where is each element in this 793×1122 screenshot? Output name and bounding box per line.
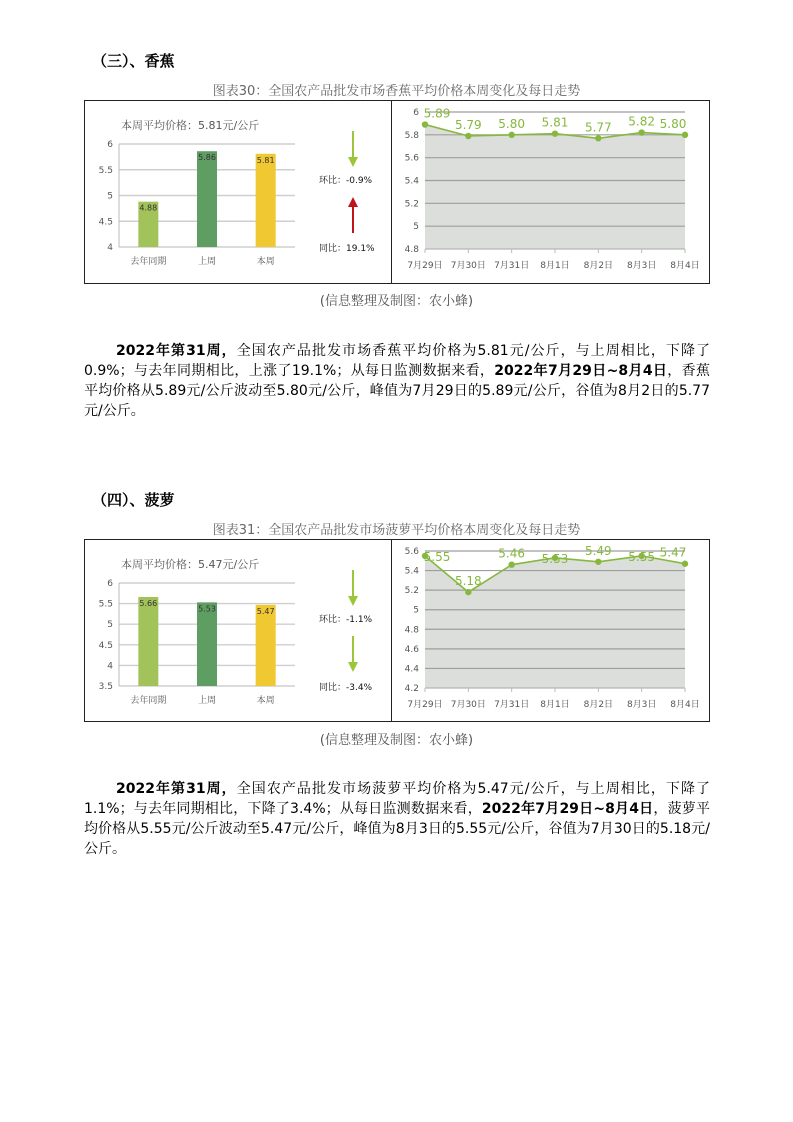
data-point (682, 561, 688, 567)
data-point (465, 133, 471, 139)
chart-panel (84, 539, 710, 722)
y-tick-label: 5 (107, 620, 113, 631)
x-tick-label: 8月1日 (540, 700, 570, 710)
y-tick-label: 4.2 (404, 684, 419, 694)
x-tick-label: 本周 (256, 696, 275, 706)
data-point (595, 559, 601, 565)
y-tick-label: 5.4 (404, 176, 419, 187)
x-tick-label: 7月30日 (450, 261, 486, 271)
data-point (508, 562, 514, 568)
y-tick-label: 5.5 (98, 165, 113, 176)
daily-area-chart (391, 101, 709, 283)
x-tick-label: 8月2日 (583, 700, 614, 710)
x-tick-label: 8月2日 (583, 261, 614, 271)
y-tick-label: 5.4 (404, 566, 419, 577)
y-tick-label: 5.2 (404, 586, 419, 597)
x-tick-label: 7月31日 (494, 261, 530, 271)
paragraph-text: 全国农产品批发市场菠萝平均价格为5.47元/公斤，与上周相比，下降了1.1%；与去年同期相比，下降了3.4%；从每日监测数据来看， (84, 781, 711, 817)
point-value-label: 5.82 (628, 114, 656, 129)
bar (256, 154, 276, 247)
daily-area-chart (391, 540, 709, 721)
y-tick-label: 5.8 (404, 130, 419, 141)
y-tick-label: 4.6 (404, 644, 419, 655)
y-tick-label: 5.6 (404, 547, 419, 557)
chart-caption: 图表30：全国农产品批发市场香蕉平均价格本周变化及每日走势 (212, 84, 581, 99)
x-tick-label: 去年同期 (130, 696, 167, 706)
section-heading: （三）、香蕉 (92, 52, 175, 70)
point-value-label: 5.55 (423, 549, 451, 564)
y-tick-label: 4.4 (404, 664, 419, 675)
x-tick-label: 8月4日 (670, 261, 700, 271)
y-tick-label: 4.8 (404, 625, 419, 636)
area-fill (425, 125, 685, 249)
y-tick-label: 4.8 (404, 245, 419, 255)
x-tick-label: 本周 (256, 257, 275, 267)
data-point (465, 589, 471, 595)
point-value-label: 5.55 (628, 549, 656, 564)
data-point (552, 130, 558, 136)
yoy-change-label: 同比：19.1% (319, 244, 375, 254)
bar-value-label: 4.88 (139, 203, 158, 213)
weekly-bar-chart (85, 101, 391, 283)
x-tick-label: 8月1日 (540, 261, 570, 271)
data-point (682, 132, 688, 138)
y-tick-label: 5.2 (404, 199, 419, 210)
y-tick-label: 6 (107, 579, 113, 589)
date-range: 2022年7月29日~8月4日 (494, 363, 668, 379)
down-arrow-icon (348, 596, 358, 606)
y-tick-label: 6 (107, 140, 113, 150)
source-note: (信息整理及制图：农小蜂) (319, 294, 474, 309)
x-tick-label: 7月29日 (407, 700, 443, 710)
x-tick-label: 上周 (197, 257, 217, 267)
data-point (638, 129, 644, 135)
x-tick-label: 8月4日 (670, 700, 700, 710)
bar-value-label: 5.66 (139, 599, 158, 609)
point-value-label: 5.47 (659, 545, 687, 560)
x-tick-label: 8月3日 (626, 700, 657, 710)
point-value-label: 5.81 (541, 115, 569, 130)
y-tick-label: 3.5 (98, 682, 113, 692)
y-tick-label: 6 (413, 108, 419, 118)
y-tick-label: 5.6 (404, 153, 419, 164)
analysis-paragraph (84, 779, 710, 859)
section-heading: （四）、菠萝 (92, 491, 175, 509)
point-value-label: 5.79 (454, 117, 482, 132)
weekly-bar-chart (85, 540, 391, 721)
down-arrow-icon (348, 157, 358, 167)
y-tick-label: 5 (413, 222, 419, 233)
data-point (595, 135, 601, 141)
point-value-label: 5.80 (498, 116, 526, 131)
week-lead: 2022年第31周， (116, 781, 237, 797)
wow-change-label: 环比：-1.1% (319, 615, 373, 625)
analysis-paragraph (84, 341, 710, 421)
weekly-chart-title: 本周平均价格：5.81元/公斤 (121, 119, 260, 132)
down-arrow-icon (348, 662, 358, 672)
yoy-change-label: 同比：-3.4% (319, 683, 373, 693)
x-tick-label: 去年同期 (130, 257, 167, 267)
y-tick-label: 5.5 (98, 599, 113, 610)
point-value-label: 5.89 (423, 106, 451, 121)
x-tick-label: 8月3日 (626, 261, 657, 271)
y-tick-label: 4.5 (98, 640, 113, 651)
y-tick-label: 5 (107, 191, 113, 202)
bar-value-label: 5.53 (198, 604, 216, 614)
chart-panel (84, 100, 710, 284)
paragraph-text: ，菠萝平均价格从5.55元/公斤波动至5.47元/公斤，峰值为8月3日的5.55元/公斤，谷值为7月30日的5.18元/公斤。 (84, 801, 711, 857)
point-value-label: 5.80 (659, 116, 687, 131)
data-point (508, 132, 514, 138)
bar (138, 597, 158, 686)
x-tick-label: 上周 (197, 696, 217, 706)
paragraph-text: ，香蕉平均价格从5.89元/公斤波动至5.80元/公斤，峰值为7月29日的5.89元/公斤，谷值为8月2日的5.77元/公斤。 (84, 363, 711, 419)
x-tick-label: 7月29日 (407, 261, 443, 271)
point-value-label: 5.46 (498, 546, 526, 561)
y-tick-label: 4 (107, 243, 113, 253)
y-tick-label: 4.5 (98, 217, 113, 228)
bar-value-label: 5.86 (198, 153, 216, 163)
wow-change-label: 环比：-0.9% (319, 176, 373, 186)
x-tick-label: 7月30日 (450, 700, 486, 710)
weekly-chart-title: 本周平均价格：5.47元/公斤 (121, 558, 260, 571)
bar (197, 151, 217, 247)
bar-value-label: 5.81 (256, 155, 275, 165)
point-value-label: 5.49 (584, 543, 612, 558)
x-tick-label: 7月31日 (494, 700, 530, 710)
y-tick-label: 5 (413, 605, 419, 616)
bar (197, 602, 217, 686)
data-point (422, 121, 428, 127)
source-note: (信息整理及制图：农小蜂) (319, 733, 474, 748)
date-range: 2022年7月29日~8月4日 (481, 801, 654, 817)
paragraph-text: 全国农产品批发市场香蕉平均价格为5.81元/公斤，与上周相比，下降了0.9%；与去年同期相比，上涨了19.1%；从每日监测数据来看， (84, 343, 711, 379)
point-value-label: 5.18 (454, 574, 482, 589)
y-tick-label: 4 (107, 661, 113, 672)
chart-caption: 图表31：全国农产品批发市场菠萝平均价格本周变化及每日走势 (212, 523, 581, 538)
point-value-label: 5.53 (541, 551, 569, 566)
week-lead: 2022年第31周， (116, 343, 237, 359)
bar (256, 605, 276, 686)
point-value-label: 5.77 (584, 120, 612, 135)
bar-value-label: 5.47 (256, 606, 275, 616)
